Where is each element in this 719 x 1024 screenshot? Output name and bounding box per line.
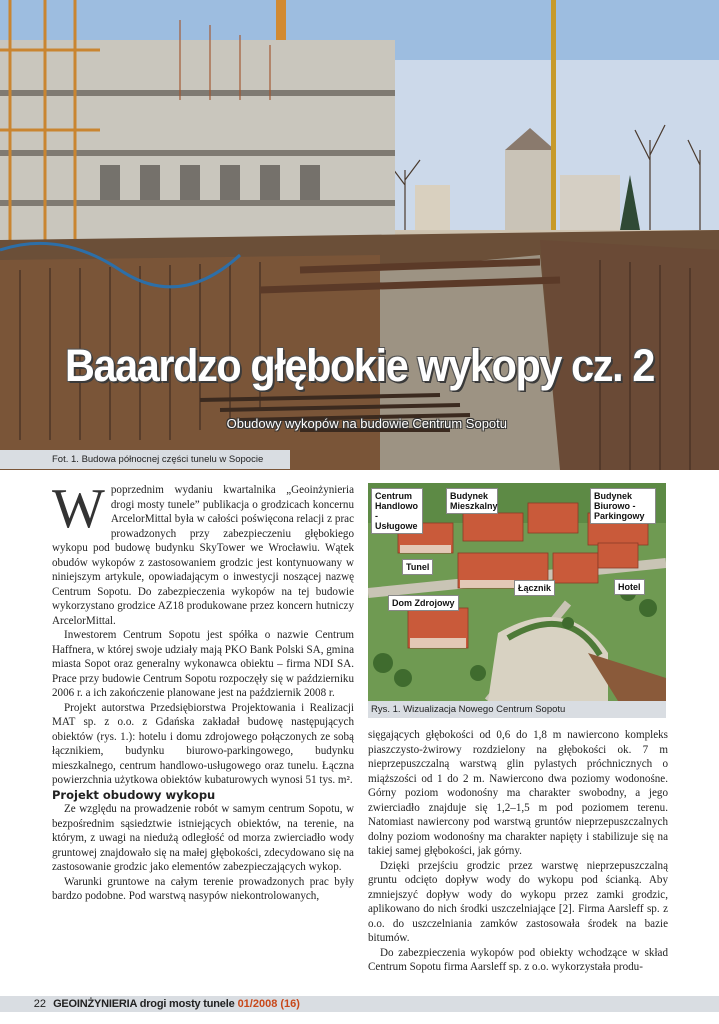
label-budynek-mieszkalny: Budynek Mieszkalny [446, 488, 498, 514]
label-centrum-handlowo-uslugowe: Centrum Handlowo - Usługowe [371, 488, 423, 534]
drop-cap: W [52, 478, 105, 540]
page-number: 22 [33, 998, 46, 1010]
paragraph: poprzednim wydaniu kwartalnika „Geoinżynieria drogi mosty tunele” publikacja o grodzicach koncernu ArcelorMittal była w całości poświęcona relacji z prac prowadzonych przy zabezpieczeniu głębokiego wykopu pod budowę budynku SkyTower we Wrocławiu. Wątek obudów wykopów z zastosowaniem grodzic jest kontynuowany w niniejszym artykule, opowiadającym o inwestycji noszącej nazwę Centrum Sopotu. Do zabezpieczenia wykopów na tej budowie wykorzystano grodzice AZ18 produkowane przez koncern hutniczy ArcelorMittal. [52, 484, 354, 627]
article-column-2 [368, 728, 668, 975]
magazine-name: GEOINŻYNIERIA drogi mosty tunele [53, 998, 235, 1010]
paragraph: Inwestorem Centrum Sopotu jest spółka o nazwie Centrum Haffnera, w której swoje udziały mają PKO Bank Polski SA, gmina miasta Sopot oraz generalny wykonawca obiektu – firma NDI SA. Prace przy budowie Centrum Sopotu rozpoczęły się w październiku 2006 r. a ich zakończenie planowane jest na październik 2008 r. [52, 629, 354, 699]
paragraph: Warunki gruntowe na całym terenie prowadzonych prac były bardzo podobne. Pod warstwą nasypów niekontrolowanych, [52, 875, 354, 902]
article-subtitle: Obudowy wykopów na budowie Centrum Sopotu [226, 416, 507, 431]
page-footer [0, 996, 719, 1012]
construction-photo [0, 0, 719, 470]
paragraph: Dzięki przejściu grodzic przez warstwę nieprzepuszczalną gruntu odcięto dopływ wody do wykopu pod ścianką. Aby zmniejszyć dopływ wody do wykopu przez zamki grodzic, aplikowano do nich środki uszczelniające [2]. Firma Aarsleff sp. z o.o. do uszczelniania zamków zastosowała środek na bazie bitumów. [368, 859, 668, 944]
label-dom-zdrojowy: Dom Zdrojowy [388, 595, 459, 611]
label-budynek-biurowo-parkingowy: Budynek Biurowo - Parkingowy [590, 488, 656, 524]
paragraph: sięgających głębokości od 0,6 do 1,8 m nawiercono kompleks piaszczysto-żwirowy rozdzielony na głębokości ok. 7 m nieprzepuszczalną warstwą glin pylastych próchnicznych o miąższości od 1 do 2 m. Nawiercono dwa poziomy wodonośne. Górny poziom wodonośny ma charakter swobodny, a jego zwierciadło znajduje się 1,2–1,5 m pod poziomem terenu. Natomiast nawiercony pod warstwą gruntów nieprzepuszczalnych dolny poziom wodonośny ma charakter napięty i stabilizuje się na takiej samej głębokości, jak górny. [368, 729, 668, 857]
article-title: Baaardzo głębokie wykopy cz. 2 [64, 340, 655, 391]
paragraph: Projekt autorstwa Przedsiębiorstwa Projektowania i Realizacji MAT sp. z o.o. z Gdańska zakładał budowę następujących obiektów (rys. 1.): hotelu i domu zdrojowego połączonych ze sobą łącznikiem, budynku biurowo-parkingowego, budynku mieszkalnego, centrum handlowo-usługowego oraz tunelu. Łączna powierzchnia użytkowa obiektów kubaturowych wynosi 51 tys. m². [52, 701, 354, 786]
figure-caption: Rys. 1. Wizualizacja Nowego Centrum Sopotu [368, 701, 666, 718]
hero-photo [0, 0, 719, 470]
label-tunel: Tunel [402, 559, 433, 575]
label-lacznik: Łącznik [514, 580, 555, 596]
issue-number: 01/2008 (16) [237, 998, 300, 1010]
section-heading: Projekt obudowy wykopu [52, 787, 216, 802]
paragraph: Do zabezpieczenia wykopów pod obiekty wchodzące w skład Centrum Sopotu firma Aarsleff sp. z o.o. wykorzystała produ- [368, 946, 668, 973]
photo-caption: Fot. 1. Budowa północnej części tunelu w Sopocie [0, 450, 290, 469]
label-hotel: Hotel [614, 579, 645, 595]
article-column-1 [52, 478, 354, 904]
paragraph: Ze względu na prowadzenie robót w samym centrum Sopotu, w bezpośrednim sąsiedztwie istniejących obiektów, na terenie, na którym, z uwagi na niedużą odległość od morza zwierciadło wody gruntowej znajdowało się na małej głębokości, zdecydowano się na zastosowanie grodzic jako elementów zabezpieczających wykop. [52, 803, 354, 873]
visualization-figure [368, 483, 666, 701]
